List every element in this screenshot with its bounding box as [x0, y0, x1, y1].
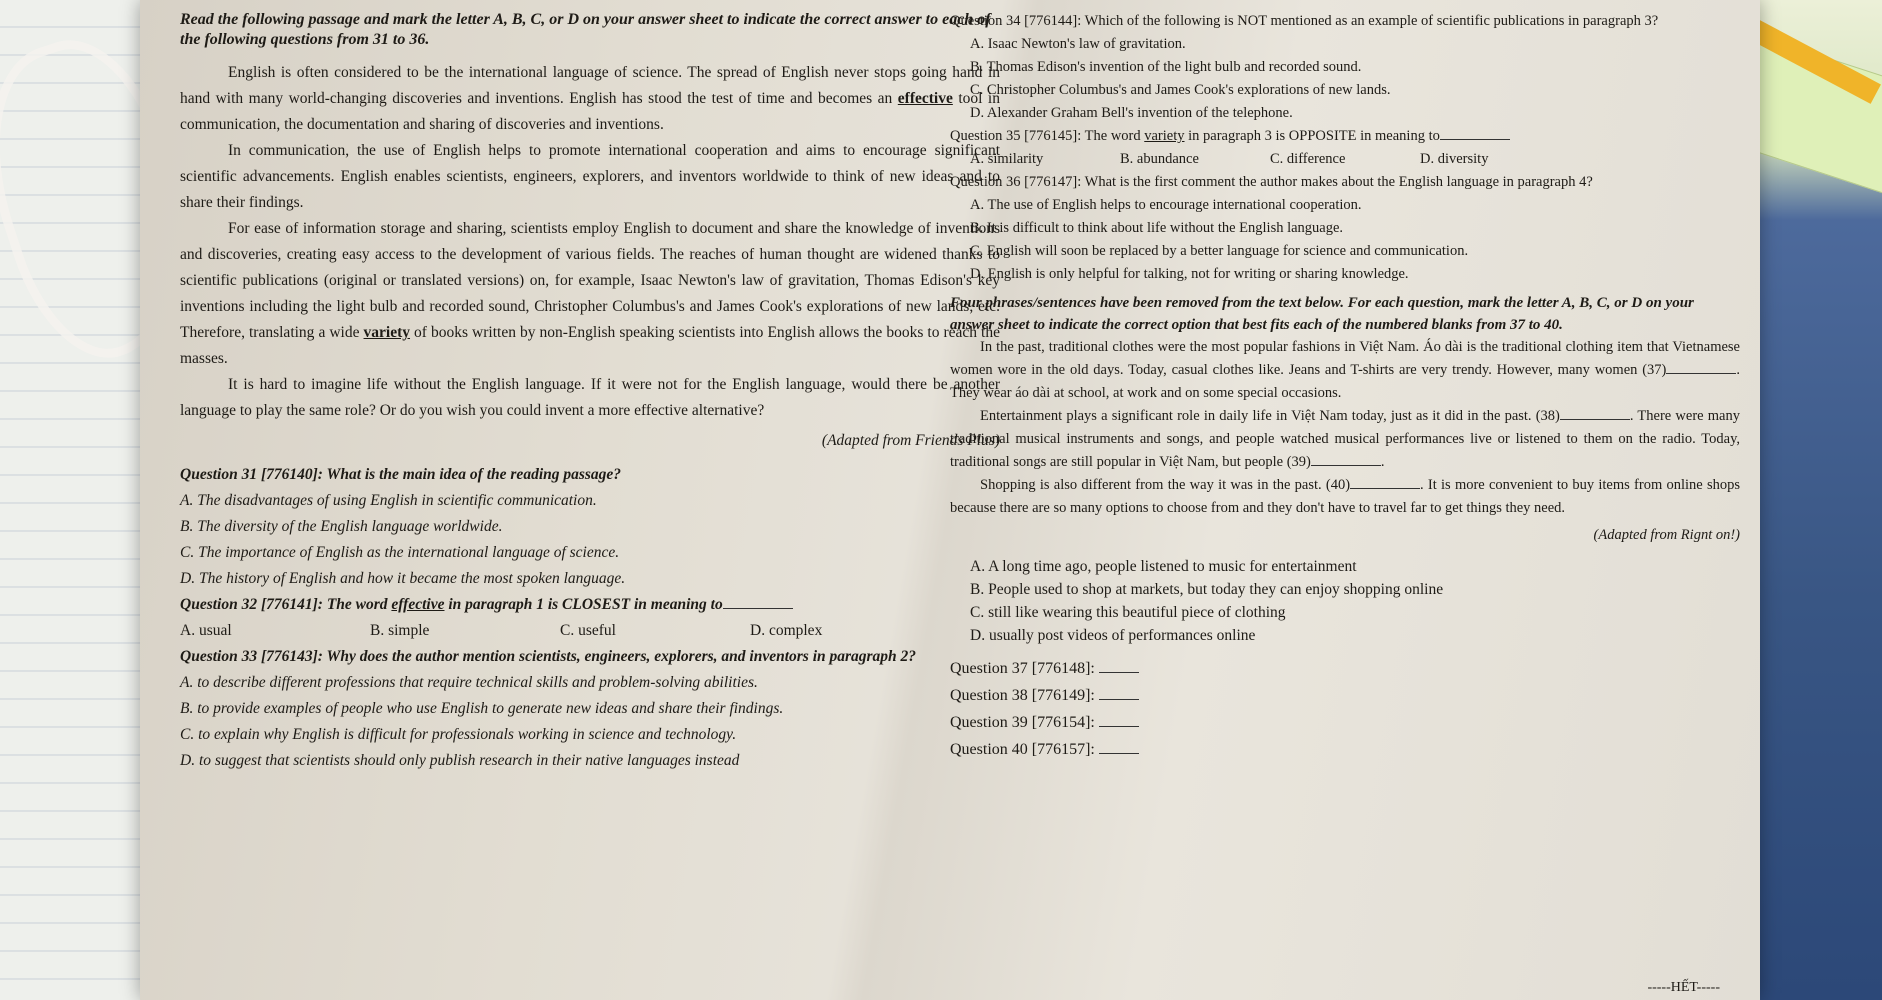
cloze-option-b[interactable]: B. People used to shop at markets, but today they can enjoy shopping online [970, 581, 1444, 598]
q32-option-b[interactable]: B. simple [370, 622, 430, 639]
q33-option-c[interactable]: C. to explain why English is difficult for professionals working in science and technology. [180, 726, 737, 743]
cloze-option-d[interactable]: D. usually post videos of performances online [970, 627, 1256, 644]
q31-option-a[interactable]: A. The disadvantages of using English in scientific communication. [180, 492, 597, 509]
q35-option-d[interactable]: D. diversity [1420, 151, 1489, 167]
answer-line-37[interactable]: Question 37 [776148]: [950, 655, 1740, 682]
q34-option-c[interactable]: C. Christopher Columbus's and James Cook's explorations of new lands. [970, 82, 1391, 98]
question-33: Question 33 [776143]: Why does the author mention scientists, engineers, explorers, and inventors in paragraph 2? [180, 648, 917, 665]
question-31: Question 31 [776140]: What is the main idea of the reading passage? [180, 466, 622, 483]
q36-option-c[interactable]: C. English will soon be replaced by a better language for science and communication. [970, 243, 1469, 259]
right-column [950, 10, 1740, 763]
paragraph-2: In communication, the use of English helps to promote international cooperation and aims to encourage significant scientific advancements. English enables scientists, engineers, explorers, and inventors worldwide to think of new ideas and to share their findings. [180, 142, 1000, 211]
instruction-31-36: Read the following passage and mark the letter A, B, C, or D on your answer sheet to indicate the correct answer to each of the following questions from 31 to 36. [180, 11, 991, 48]
q35-option-a[interactable]: A. similarity [970, 151, 1044, 167]
paragraph-4: It is hard to imagine life without the English language. If it were not for the English language, would there be another language to play the same role? Or do you wish you could invent a more effective alternative? [180, 376, 1000, 419]
cloze-option-c[interactable]: C. still like wearing this beautiful piece of clothing [970, 604, 1286, 621]
end-marker: -----HẾT----- [1647, 980, 1720, 995]
question-35: Question 35 [776145]: The word variety in paragraph 3 is OPPOSITE in meaning to [950, 125, 1740, 148]
answer-line-40[interactable]: Question 40 [776157]: [950, 736, 1740, 763]
question-32: Question 32 [776141]: The word effective in paragraph 1 is CLOSEST in meaning to [180, 592, 1000, 618]
q34-option-a[interactable]: A. Isaac Newton's law of gravitation. [970, 36, 1186, 52]
answer-line-38[interactable]: Question 38 [776149]: [950, 682, 1740, 709]
q34-option-d[interactable]: D. Alexander Graham Bell's invention of the telephone. [970, 105, 1293, 121]
instruction-37-40: Four phrases/sentences have been removed from the text below. For each question, mark the letter A, B, C, or D on your answer sheet to indicate the correct option that best fits each of the numbered blanks from 37 to 40. [950, 295, 1694, 333]
paragraph-1: English is often considered to be the international language of science. The spread of English never stops going hand in hand with many world-changing discoveries and inventions. English has stood the test of time and becomes an effective tool in communication, the documentation and sharing of discoveries and inventions. [180, 64, 1000, 133]
source-citation-2: (Adapted from Rignt on!) [1593, 527, 1740, 543]
q32-option-d[interactable]: D. complex [750, 622, 823, 639]
q31-option-d[interactable]: D. The history of English and how it became the most spoken language. [180, 570, 626, 587]
q36-option-b[interactable]: B. It is difficult to think about life without the English language. [970, 220, 1344, 236]
q36-option-a[interactable]: A. The use of English helps to encourage international cooperation. [970, 197, 1362, 213]
q33-option-a[interactable]: A. to describe different professions that require technical skills and problem-solving abilities. [180, 674, 758, 691]
left-column [180, 10, 1000, 774]
q32-option-a[interactable]: A. usual [180, 622, 232, 639]
q35-option-c[interactable]: C. difference [1270, 151, 1346, 167]
q34-option-b[interactable]: B. Thomas Edison's invention of the light bulb and recorded sound. [970, 59, 1362, 75]
q33-option-b[interactable]: B. to provide examples of people who use English to generate new ideas and share their findings. [180, 700, 784, 717]
question-36: Question 36 [776147]: What is the first comment the author makes about the English language in paragraph 4? [950, 174, 1593, 190]
q35-options [970, 148, 1740, 171]
paragraph-3: For ease of information storage and sharing, scientists employ English to document and share the knowledge of inventions and discoveries, creating easy access to the development of various fields. The reaches of human thought are widened thanks to scientific publications (original or translated versions) on, for example, Isaac Newton's law of gravitation, Thomas Edison's key inventions including the light bulb and recorded sound, Christopher Columbus's and James Cook's explorations of new lands, etc. Therefore, translating a wide variety of books written by non-English speaking scientists into English allows the books to reach the masses. [180, 220, 1000, 367]
answer-line-39[interactable]: Question 39 [776154]: [950, 709, 1740, 736]
q31-option-c[interactable]: C. The importance of English as the international language of science. [180, 544, 620, 561]
q32-option-c[interactable]: C. useful [560, 622, 616, 639]
exam-paper [140, 0, 1760, 1000]
q32-options [180, 618, 1000, 644]
cloze-paragraph-3: Shopping is also different from the way it was in the past. (40) . It is more convenient to buy items from online shops because there are so many options to choose from and they don't have to travel far to get things they need. [950, 474, 1740, 520]
q36-option-d[interactable]: D. English is only helpful for talking, not for writing or sharing knowledge. [970, 266, 1409, 282]
q31-option-b[interactable]: B. The diversity of the English language worldwide. [180, 518, 503, 535]
question-34: Question 34 [776144]: Which of the following is NOT mentioned as an example of scientific publications in paragraph 3? [950, 13, 1659, 29]
q33-option-d[interactable]: D. to suggest that scientists should only publish research in their native languages instead [180, 752, 740, 769]
cloze-paragraph-2: Entertainment plays a significant role in daily life in Việt Nam today, just as it did in the past. (38) . There were many traditional musical instruments and songs, and people watched musical performances live or listened to them on the radio. Today, traditional songs are still popular in Việt Nam, but people (39) . [950, 405, 1740, 474]
source-citation: (Adapted from Friends Plus) [821, 432, 1000, 449]
cloze-option-a[interactable]: A. A long time ago, people listened to music for entertainment [970, 558, 1357, 575]
cloze-paragraph-1: In the past, traditional clothes were the most popular fashions in Việt Nam. Áo dài is the traditional clothing item that Vietnamese women wore in the old days. Today, casual clothes like. Jeans and T-shirts are very trendy. However, many women (37) . They wear áo dài at school, at work and on some special occasions. [950, 339, 1740, 401]
q35-option-b[interactable]: B. abundance [1120, 151, 1199, 167]
